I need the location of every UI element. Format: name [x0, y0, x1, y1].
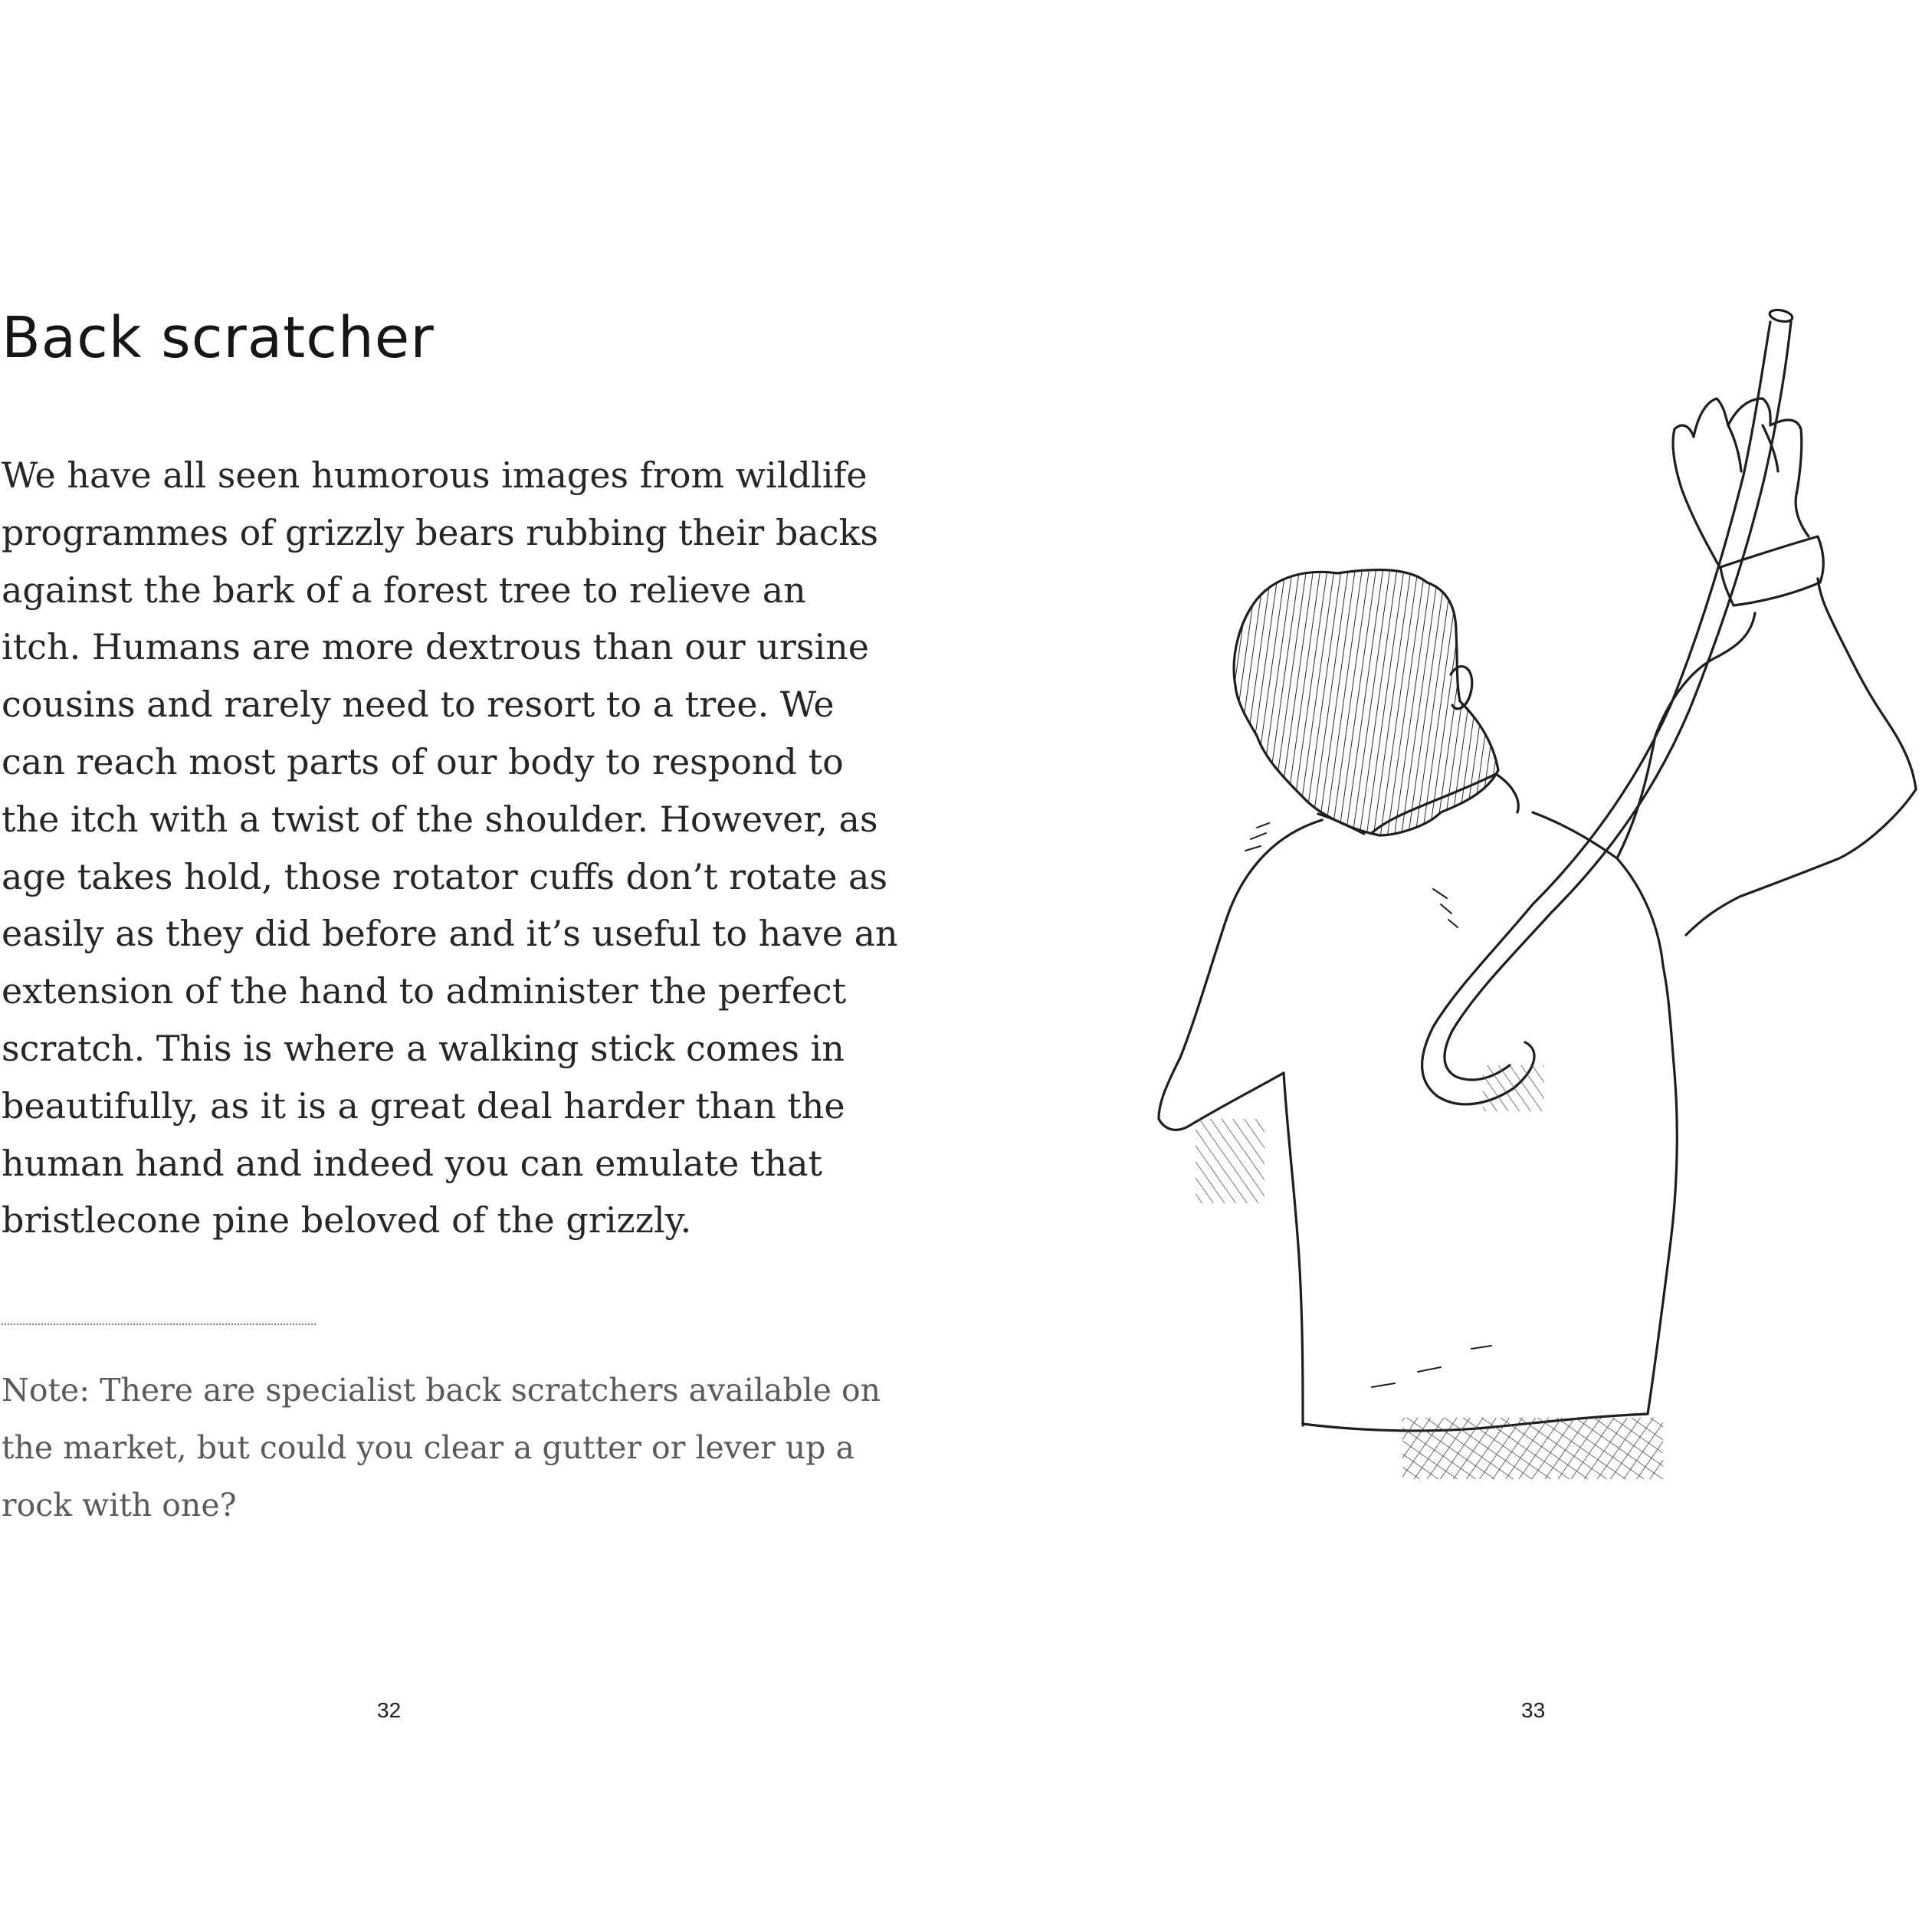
- body-line: against the bark of a forest tree to relieve an: [2, 569, 806, 611]
- man-scratching-back-with-walking-stick-drawing: [1142, 276, 1931, 1502]
- body-line: can reach most parts of our body to respond to: [2, 740, 844, 782]
- body-line: easily as they did before and it’s useful to have an: [2, 913, 898, 955]
- note-line: Note: There are specialist back scratchers available on: [2, 1372, 881, 1409]
- page-number-left: 32: [377, 1698, 402, 1722]
- body-line: extension of the hand to administer the perfect: [2, 970, 847, 1012]
- body-line: programmes of grizzly bears rubbing their backs: [2, 511, 878, 553]
- chapter-heading: Back scratcher: [2, 305, 435, 371]
- page-number-right: 33: [1521, 1698, 1546, 1722]
- body-line: the itch with a twist of the shoulder. However, as: [2, 798, 878, 840]
- note-line: rock with one?: [2, 1487, 237, 1524]
- body-line: human hand and indeed you can emulate that: [2, 1142, 823, 1184]
- body-line: cousins and rarely need to resort to a tree. We: [2, 684, 835, 726]
- note-line: the market, but could you clear a gutter or lever up a: [2, 1429, 854, 1466]
- body-line: bristlecone pine beloved of the grizzly.: [2, 1199, 692, 1242]
- body-line: itch. Humans are more dextrous than our ursine: [2, 626, 870, 668]
- note-paragraph: [2, 1362, 881, 1534]
- body-paragraph: [2, 447, 898, 1249]
- body-line: beautifully, as it is a great deal harder than the: [2, 1084, 845, 1127]
- dotted-divider: [2, 1324, 316, 1325]
- body-line: scratch. This is where a walking stick comes in: [2, 1027, 845, 1069]
- body-line: We have all seen humorous images from wildlife: [2, 454, 868, 496]
- body-line: age takes hold, those rotator cuffs don’t rotate as: [2, 855, 888, 897]
